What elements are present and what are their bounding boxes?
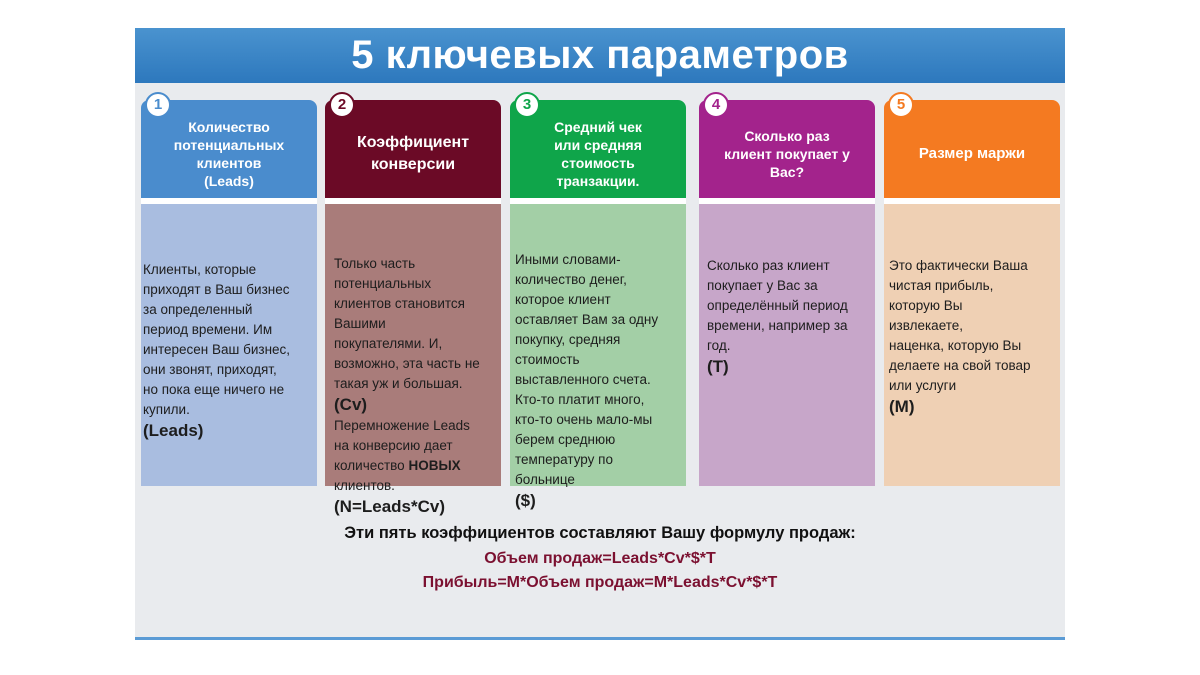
column-heading: Коэффициент конверсии (356, 134, 470, 173)
formula-intro: Эти пять коэффициентов составляют Вашу формулу продаж: (344, 524, 856, 542)
symbol-label: (M) (889, 397, 915, 416)
number-badge: 1 (145, 92, 171, 118)
column-heading: Количество потенциальных клиентов (Leads) (173, 119, 285, 189)
number-badge: 4 (703, 92, 729, 118)
column-heading: Сколько раз клиент покупает у Вас? (724, 128, 850, 180)
symbol-label: (Cv) (334, 395, 368, 414)
number-badge: 3 (514, 92, 540, 118)
column-description: Сколько раз клиент покупает у Вас за определённый период времени, например за год. (T) (707, 258, 848, 376)
formula-profit: Прибыль=M*Объем продаж=M*Leads*Cv*$*T (422, 574, 778, 591)
slide-title: 5 ключевых параметров (351, 33, 849, 77)
column-heading: Средний чек или средняя стоимость транзакции. (554, 119, 642, 189)
column-body (141, 204, 317, 486)
symbol-label: (T) (707, 357, 729, 376)
bottom-line (135, 637, 1065, 640)
column-body (325, 204, 501, 516)
column-heading: Размер маржи (918, 145, 1026, 162)
number-badge: 5 (888, 92, 914, 118)
number-badge: 2 (329, 92, 355, 118)
symbol-label-2: (N=Leads*Cv) (334, 497, 446, 516)
slide (135, 28, 1065, 640)
column-body (884, 204, 1060, 486)
column-description: Клиенты, которые приходят в Ваш бизнес за определенный период времени. Им интересен Ваш бизнес, они звонят, приходят, но пока еще ничего не купили. (Leads) (143, 262, 291, 440)
column-description: Иными словами- количество денег, которое клиент оставляет Вам за одну покупку, средняя стоимость выставленного счета. Кто-то платит много, кто-то очень мало-мы берем среднюю температуру по больнице ($) (515, 252, 659, 510)
column-description: Это фактически Ваша чистая прибыль, которую Вы извлекаете, наценка, которую Вы делаете на свой товар или услуги (M) (889, 258, 1031, 416)
column-body (699, 204, 875, 486)
column-description: Только часть потенциальных клиентов становится Вашими покупателями. И, возможно, эта часть не такая уж и большая. (Cv) Перемножение Leads на конверсию дает количество НОВЫХ клиентов. (N=Leads*Cv) (334, 256, 480, 516)
formula-sales-volume: Объем продаж=Leads*Cv*$*T (484, 550, 716, 567)
symbol-label: ($) (515, 491, 536, 510)
column-body (510, 204, 686, 510)
symbol-label: (Leads) (143, 421, 204, 440)
